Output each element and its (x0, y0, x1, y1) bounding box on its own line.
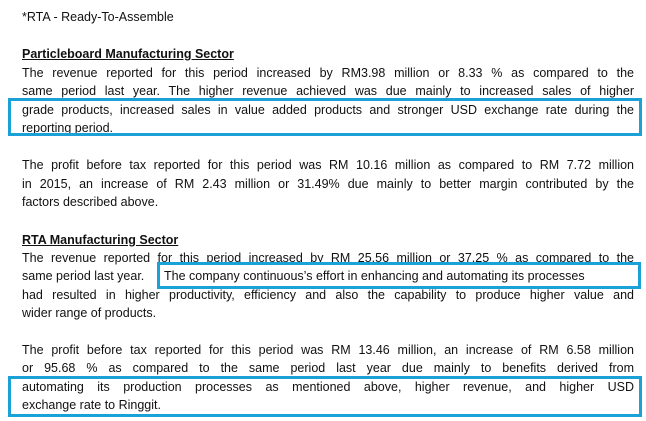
rta-footnote: *RTA - Ready-To-Assemble (22, 10, 174, 24)
rta-revenue-line: The revenue reported for this period increased by RM 25.56 million or 37.25 % as compared to the (22, 251, 634, 265)
rta-profit-line: exchange rate to Ringgit. (22, 398, 161, 412)
particleboard-revenue-line: same period last year. The higher revenue achieved was due mainly to increased sales of higher (22, 84, 634, 98)
rta-heading: RTA Manufacturing Sector (22, 233, 179, 247)
rta-profit-line: automating its production processes as mentioned above, higher revenue, and higher USD (22, 380, 634, 394)
particleboard-profit-line: The profit before tax reported for this period was RM 10.16 million as compared to RM 7.72 million (22, 158, 634, 172)
rta-revenue-line: wider range of products. (22, 306, 157, 320)
rta-highlighted-sentence: The company continuous’s effort in enhancing and automating its processes (164, 269, 585, 283)
particleboard-heading: Particleboard Manufacturing Sector (22, 47, 234, 61)
particleboard-profit-line: factors described above. (22, 195, 159, 209)
rta-revenue-line-start: same period last year. (22, 269, 145, 283)
particleboard-revenue-line: The revenue reported for this period increased by RM3.98 million or 8.33 % as compared to the (22, 66, 634, 80)
rta-revenue-line: had resulted in higher productivity, efficiency and also the capability to produce higher value and (22, 288, 634, 302)
rta-profit-line: or 95.68 % as compared to the same period last year due mainly to benefits derived from (22, 361, 634, 375)
highlight-box-particleboard (8, 98, 642, 136)
rta-profit-line: The profit before tax reported for this period was RM 13.46 million, an increase of RM 6.58 million (22, 343, 634, 357)
highlight-box-rta-profit (8, 376, 642, 417)
highlight-box-rta-revenue (157, 262, 641, 289)
particleboard-revenue-line: grade products, increased sales in value added products and stronger USD exchange rate during the (22, 103, 634, 117)
particleboard-revenue-line: reporting period. (22, 121, 114, 135)
particleboard-profit-line: in 2015, an increase of RM 2.43 million or 31.49% due mainly to better margin contributed by the (22, 177, 634, 191)
